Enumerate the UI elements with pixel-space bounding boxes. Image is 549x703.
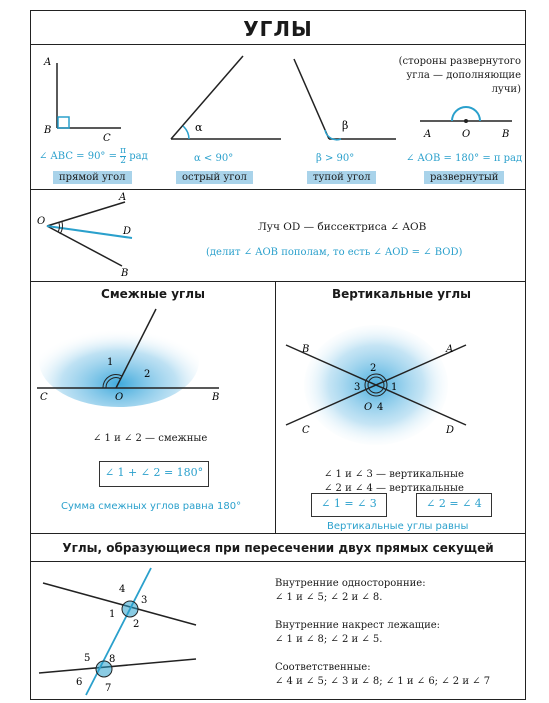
label-o: O bbox=[462, 129, 471, 140]
corresponding-title: Соответственные: bbox=[275, 662, 371, 673]
adjacent-caption: Сумма смежных углов равна 180° bbox=[61, 501, 242, 512]
obtuse-badge: тупой угол bbox=[307, 171, 376, 184]
vertical-formula-2: ∠ 2 = ∠ 4 bbox=[426, 497, 482, 510]
label-7: 7 bbox=[105, 683, 112, 694]
vertical-statement-1: ∠ 1 и ∠ 3 — вертикальные bbox=[324, 469, 464, 480]
label-2: 2 bbox=[370, 363, 377, 374]
label-o: O bbox=[115, 392, 124, 403]
label-1: 1 bbox=[107, 357, 114, 368]
label-alpha: α bbox=[195, 121, 203, 134]
acute-badge: острый угол bbox=[176, 171, 253, 184]
label-5: 5 bbox=[84, 653, 91, 664]
vertical-formula-box-2 bbox=[416, 493, 492, 517]
label-a: A bbox=[119, 192, 127, 203]
right-angle-badge: прямой угол bbox=[53, 171, 132, 184]
adjacent-statement: ∠ 1 и ∠ 2 — смежные bbox=[93, 433, 208, 444]
label-2: 2 bbox=[144, 369, 151, 380]
straight-angle-figure bbox=[416, 101, 516, 141]
label-c: C bbox=[103, 133, 111, 144]
adjacent-figure bbox=[31, 303, 275, 408]
label-o: O bbox=[37, 216, 46, 227]
divider bbox=[31, 281, 525, 282]
poster-sheet bbox=[30, 10, 526, 700]
label-2: 2 bbox=[133, 619, 140, 630]
transversal-heading: Углы, образующиеся при пересечении двух прямых секущей bbox=[62, 541, 494, 555]
divider bbox=[31, 189, 525, 190]
label-b: B bbox=[44, 125, 52, 136]
right-formula-unit: рад bbox=[129, 151, 148, 162]
divider bbox=[31, 44, 525, 45]
page-title: УГЛЫ bbox=[243, 17, 313, 41]
alternate: ∠ 1 и ∠ 8; ∠ 2 и ∠ 5. bbox=[275, 634, 383, 645]
acute-formula: α < 90° bbox=[194, 153, 234, 164]
vertical-formula-box-1 bbox=[311, 493, 387, 517]
obtuse-formula: β > 90° bbox=[316, 153, 355, 164]
straight-badge: развернутый bbox=[424, 171, 504, 184]
vertical-figure bbox=[276, 305, 527, 445]
label-3: 3 bbox=[354, 382, 361, 393]
transversal-figure bbox=[31, 563, 261, 698]
bisector-explanation: (делит ∠ AOB пополам, то есть ∠ AOD = ∠ BOD) bbox=[206, 247, 463, 258]
obtuse-angle-figure bbox=[286, 51, 406, 146]
bisector-definition: Луч OD — биссектриса ∠ AOB bbox=[258, 221, 427, 233]
vertical-caption: Вертикальные углы равны bbox=[327, 521, 469, 532]
label-3: 3 bbox=[141, 595, 148, 606]
label-6: 6 bbox=[76, 677, 83, 688]
label-1: 1 bbox=[391, 382, 398, 393]
label-b: B bbox=[121, 268, 129, 279]
right-angle-figure bbox=[41, 53, 141, 143]
straight-formula: ∠ AOB = 180° = π рад bbox=[406, 153, 523, 164]
divider bbox=[31, 533, 525, 534]
label-a: A bbox=[424, 129, 432, 140]
label-4: 4 bbox=[119, 584, 126, 595]
adjacent-formula-box bbox=[99, 461, 209, 487]
label-1: 1 bbox=[109, 609, 116, 620]
label-d: D bbox=[123, 226, 132, 237]
label-c: C bbox=[40, 392, 48, 403]
frac-num: π bbox=[120, 146, 127, 156]
adjacent-heading: Смежные углы bbox=[101, 287, 205, 301]
label-d: D bbox=[446, 425, 455, 436]
label-b: B bbox=[212, 392, 220, 403]
right-angle-formula bbox=[39, 147, 148, 166]
interior-same-side: ∠ 1 и ∠ 5; ∠ 2 и ∠ 8. bbox=[275, 592, 383, 603]
transversal-text bbox=[275, 577, 490, 689]
label-o: O bbox=[364, 402, 373, 413]
corresponding: ∠ 4 и ∠ 5; ∠ 3 и ∠ 8; ∠ 1 и ∠ 6; ∠ 2 и ∠ 7 bbox=[275, 676, 491, 687]
straight-angle-note: (стороны развернутого угла — дополняющие лучи) bbox=[398, 56, 521, 95]
adjacent-formula: ∠ 1 + ∠ 2 = 180° bbox=[104, 466, 204, 479]
right-formula-main: ∠ ABC = 90° = bbox=[39, 151, 117, 162]
label-b: B bbox=[502, 129, 510, 140]
frac-den: 2 bbox=[120, 156, 126, 166]
vertical-statement-2: ∠ 2 и ∠ 4 — вертикальные bbox=[324, 483, 464, 494]
acute-angle-figure bbox=[161, 51, 291, 146]
label-b: B bbox=[302, 344, 310, 355]
label-beta: β bbox=[342, 119, 349, 132]
label-a: A bbox=[446, 344, 454, 355]
bisector-figure bbox=[37, 194, 167, 279]
label-a: A bbox=[44, 57, 52, 68]
divider bbox=[31, 561, 525, 562]
vertical-heading: Вертикальные углы bbox=[331, 287, 472, 301]
vertical-formula-1: ∠ 1 = ∠ 3 bbox=[321, 497, 377, 510]
label-c: C bbox=[302, 425, 310, 436]
label-8: 8 bbox=[109, 654, 116, 665]
alternate-title: Внутренние накрест лежащие: bbox=[275, 620, 441, 631]
interior-same-side-title: Внутренние односторонние: bbox=[275, 578, 426, 589]
label-4: 4 bbox=[377, 402, 384, 413]
